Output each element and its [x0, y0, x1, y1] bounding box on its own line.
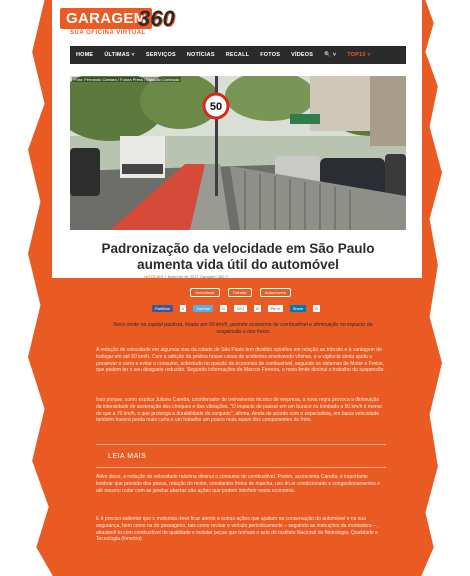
- read-more-heading[interactable]: LEIA MAIS: [108, 453, 147, 460]
- linkedin-count: 0: [315, 306, 318, 311]
- twitter-share-button[interactable]: Tweetar: [193, 305, 213, 312]
- meta-category[interactable]: NOTÍCIAS: [144, 274, 164, 279]
- share-bar: [152, 305, 320, 312]
- tag-item[interactable]: Velocidade: [190, 288, 220, 297]
- nav-noticias[interactable]: NOTÍCIAS: [186, 52, 215, 58]
- tag-list: [190, 288, 291, 297]
- nav-top10[interactable]: TOP10 ˅: [347, 52, 371, 58]
- tag-item[interactable]: Trânsito: [228, 288, 252, 297]
- title-line-2: aumenta vida útil do automóvel: [137, 257, 339, 272]
- logo-tagline: SUA OFICINA VIRTUAL: [70, 30, 146, 36]
- hero-photo: [70, 76, 406, 230]
- article-paragraph: Além disso, a redução de velocidade máxima diminui o consumo de combustível. Porém, acrescenta Caretta, é importante lembrar que pressão dos pneus, rotação do motor, constantes freios de marcha, uso do ar-condicionado e congestionamentos e até mesmo rodar com as janelas abertas são ações que podem interferir nesta economia.: [96, 474, 381, 494]
- title-line-1: Padronização da velocidade em São Paulo: [101, 241, 375, 256]
- meta-author[interactable]: Garagem 360: [199, 274, 225, 279]
- nav-search[interactable]: 🔍 ˅: [324, 52, 337, 58]
- meta-comments[interactable]: 0: [225, 274, 228, 279]
- nav-home[interactable]: HOME: [76, 52, 94, 58]
- logo-badge: 360: [138, 6, 175, 31]
- article-meta: [18, 274, 354, 279]
- header-card: [52, 0, 422, 278]
- nav-fotos[interactable]: FOTOS: [260, 52, 281, 58]
- site-logo[interactable]: [60, 6, 175, 36]
- article-title: [70, 241, 406, 273]
- tag-item[interactable]: Automóveis: [260, 288, 291, 297]
- photo-caption: Foto: Fernando Camara / Futura Press / Estadão Conteúdo: [74, 77, 180, 82]
- facebook-count: 1: [181, 306, 185, 311]
- street-scene-image: [70, 76, 406, 230]
- facebook-share-button[interactable]: Partilhar: [152, 305, 173, 312]
- logo-text: GARAGEM: [60, 8, 152, 29]
- nav-videos[interactable]: VÍDEOS: [291, 52, 314, 58]
- article-paragraph: Isso porque, como explica Juliano Caretta, coordenador de treinamento técnico de empresa, a nova regra provoca a diminuição da intensidade de aceleração dos choques e das vibrações. "O impacto de passar em um buraco ou lombada a 50 km/h é menor do que a 70 km/h, o que prolonga a durabilidade do conjunto", afirma. Ainda de acordo com o especialista, em baixa velocidade também haverá perda mais curta e um trabalho um pouco mais suave dos componentes do freio.: [96, 397, 383, 424]
- linkedin-share-button[interactable]: Share: [290, 305, 307, 312]
- main-navigation: [70, 46, 406, 64]
- nav-servicos[interactable]: SERVIÇOS: [145, 52, 176, 58]
- nav-recall[interactable]: RECALL: [225, 52, 250, 58]
- twitter-count: 0: [222, 306, 225, 311]
- article-paragraph: A redução de velocidade em algumas vias da cidade de São Paulo tem dividido opiniões em relação ao trânsito e à vantagem de trafegar em até 50 km/h. Com a adoção da prática houve casos de acidentes envolvendo vítimas, e a vigência ainda ajuda a preservar o carro e evitar o consumo, sobretudo no quesito de economia de combustível, segundo os sistemas de Motor e Freios, que podem ter o seu desgaste reduzido. Segundo informações de Marcos Ferreira, o novo limite diminui o trabalho da suspensão.: [96, 347, 385, 374]
- meta-date: 7 fevereiro de 2017: [164, 274, 199, 279]
- pinterest-share-button[interactable]: Pin It: [268, 305, 283, 312]
- gplus-share-button[interactable]: G+1: [234, 305, 248, 312]
- article-intro: Novo limite na capital paulista, fixado em 50 km/h, permite economia de combustível e diminuição no impacto da suspensão e dos freios: [113, 322, 373, 335]
- svg-text:50: 50: [209, 101, 223, 113]
- nav-ultimas[interactable]: ÚLTIMAS ˅: [104, 52, 135, 58]
- article-paragraph: E é preciso salientar que o motorista deve ficar atento a outras ações que ajudam na conservação do automóvel e na sua segurança, bem como na do passageiro, tais como revisar o veículo periodicamente – seguindo as instruções da montadora – , abastecê-lo com combustível de qualidade e instalar peças que tenham o selo do Instituto Nacional de Metrologia, Qualidade e Tecnologia (Inmetro).: [96, 516, 379, 543]
- gplus-count: 0: [256, 306, 259, 311]
